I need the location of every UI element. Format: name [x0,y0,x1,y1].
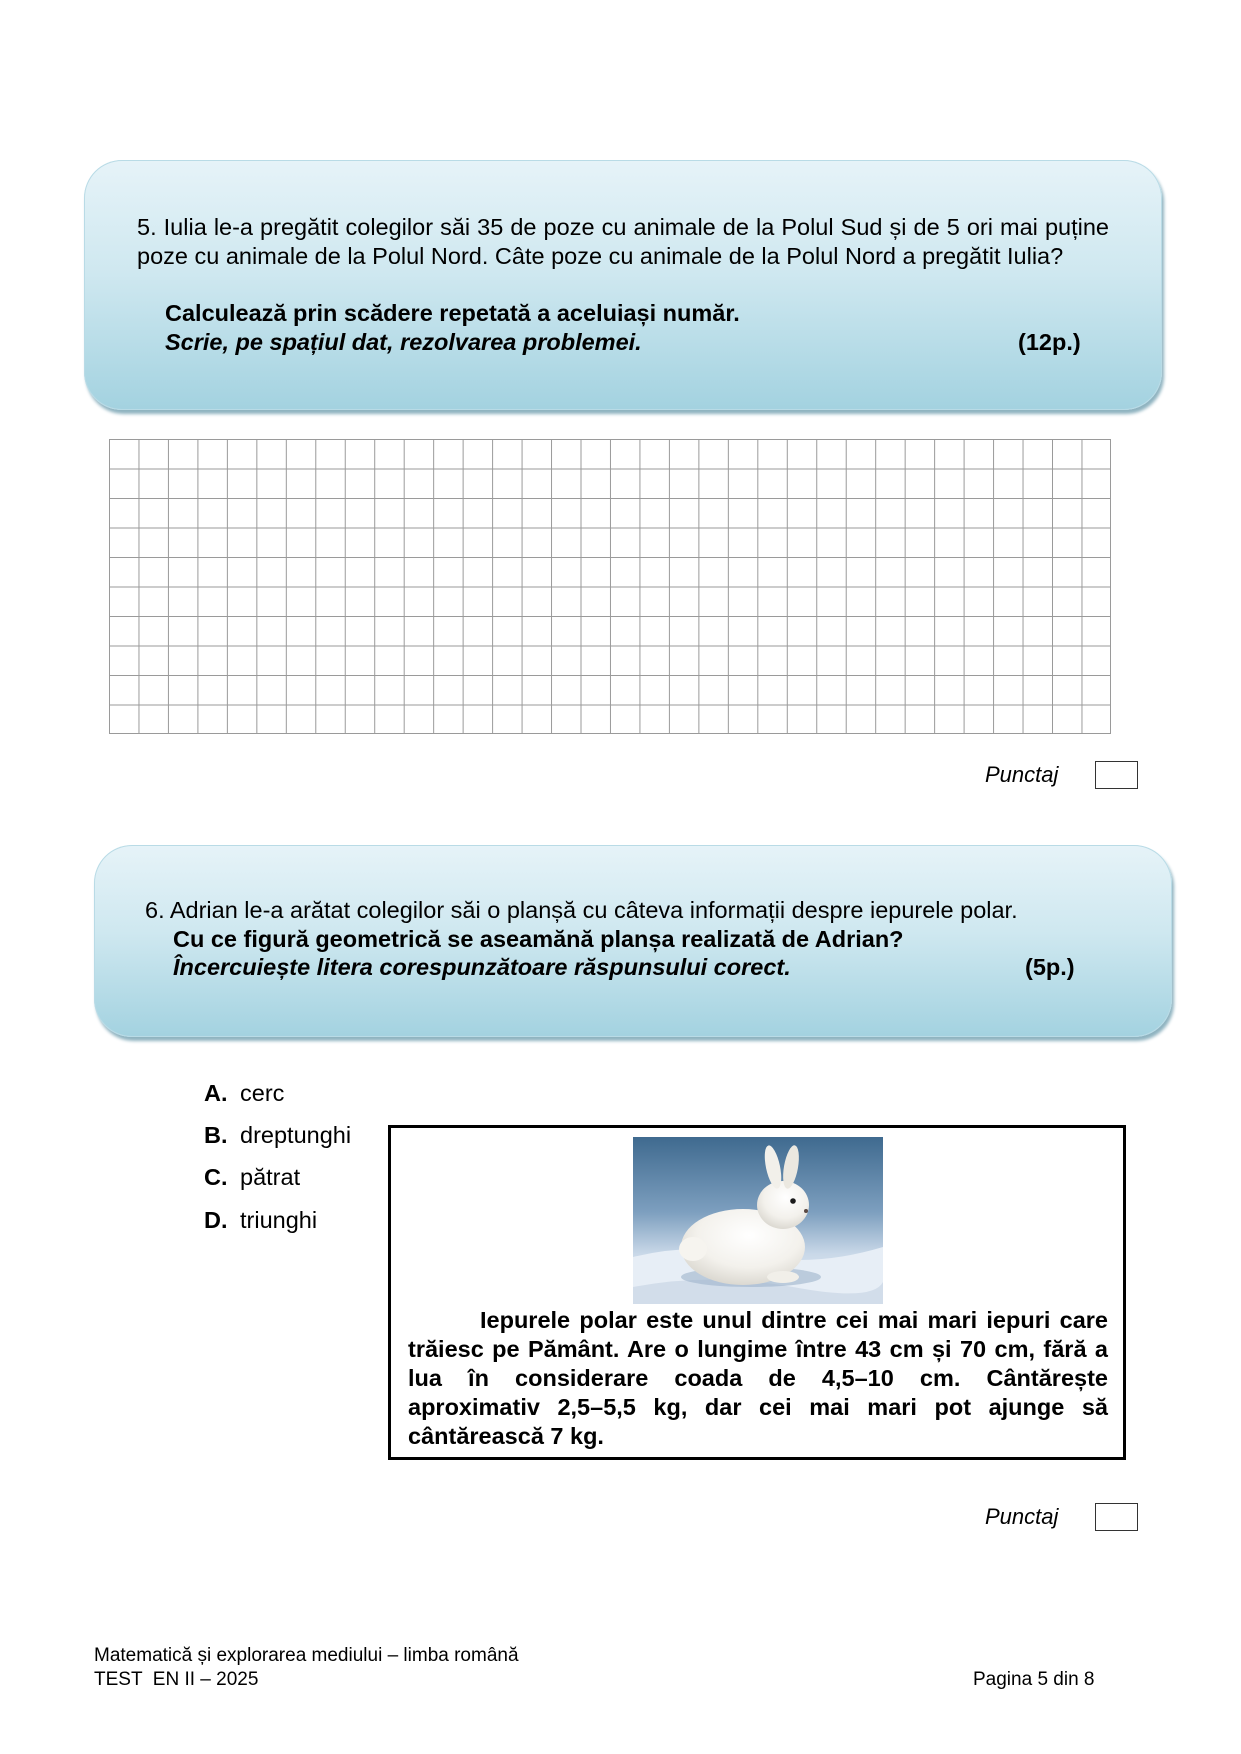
option-d[interactable] [204,1207,317,1234]
footer-test: TEST EN II – 2025 [94,1669,259,1690]
question-5-instruction-calculate: Calculează prin scădere repetată a aceluiași număr. [165,300,740,326]
question-5-box [84,160,1162,410]
punctaj-label-q5: Punctaj [985,762,1059,787]
footer-subject: Matematică și explorarea mediului – limba română [94,1645,519,1666]
option-a-letter: A. [204,1080,228,1106]
question-5-text: 5. Iulia le-a pregătit colegilor săi 35 de poze cu animale de la Polul Sud și de 5 ori mai puține poze cu animale de la Polul Nord. Câte poze cu animale de la Polul Nord a pregătit Iulia? [137,214,1109,269]
question-6-instruction-question: Cu ce figură geometrică se aseamănă planșa realizată de Adrian? [173,926,904,952]
answer-grid[interactable] [109,439,1111,734]
question-5-points: (12p.) [1018,329,1081,355]
option-a[interactable] [204,1080,284,1107]
poster-text: Iepurele polar este unul dintre cei mai mari iepuri care trăiesc pe Pământ. Are o lungime între 43 cm și 70 cm, fără a lua în considerare coada de 4,5–10 cm. Cântărește aproximativ 2,5–5,5 kg, dar cei mai mari pot ajunge să cântărească 7 kg. [408,1307,1108,1449]
option-b-letter: B. [204,1122,228,1148]
option-b[interactable] [204,1122,351,1149]
punctaj-label-q6: Punctaj [985,1504,1059,1529]
polar-hare-photo [633,1137,883,1304]
option-c-letter: C. [204,1164,228,1190]
footer-page-number: Pagina 5 din 8 [973,1669,1095,1690]
punctaj-box-q5[interactable] [1095,761,1138,789]
punctaj-box-q6[interactable] [1095,1503,1138,1531]
option-d-text: triunghi [240,1207,318,1233]
option-b-text: dreptunghi [240,1122,352,1148]
option-c-text: pătrat [240,1164,301,1190]
option-d-letter: D. [204,1207,228,1233]
option-a-text: cerc [240,1080,285,1106]
question-5-instruction-write: Scrie, pe spațiul dat, rezolvarea problemei. [165,329,642,355]
option-c[interactable] [204,1164,300,1191]
polar-hare-poster [388,1125,1126,1460]
question-6-instruction-circle: Încercuiește litera corespunzătoare răspunsului corect. [173,954,791,980]
question-6-text: 6. Adrian le-a arătat colegilor săi o planșă cu câteva informații despre iepurele polar. [145,897,1018,923]
question-6-points: (5p.) [1025,954,1075,980]
